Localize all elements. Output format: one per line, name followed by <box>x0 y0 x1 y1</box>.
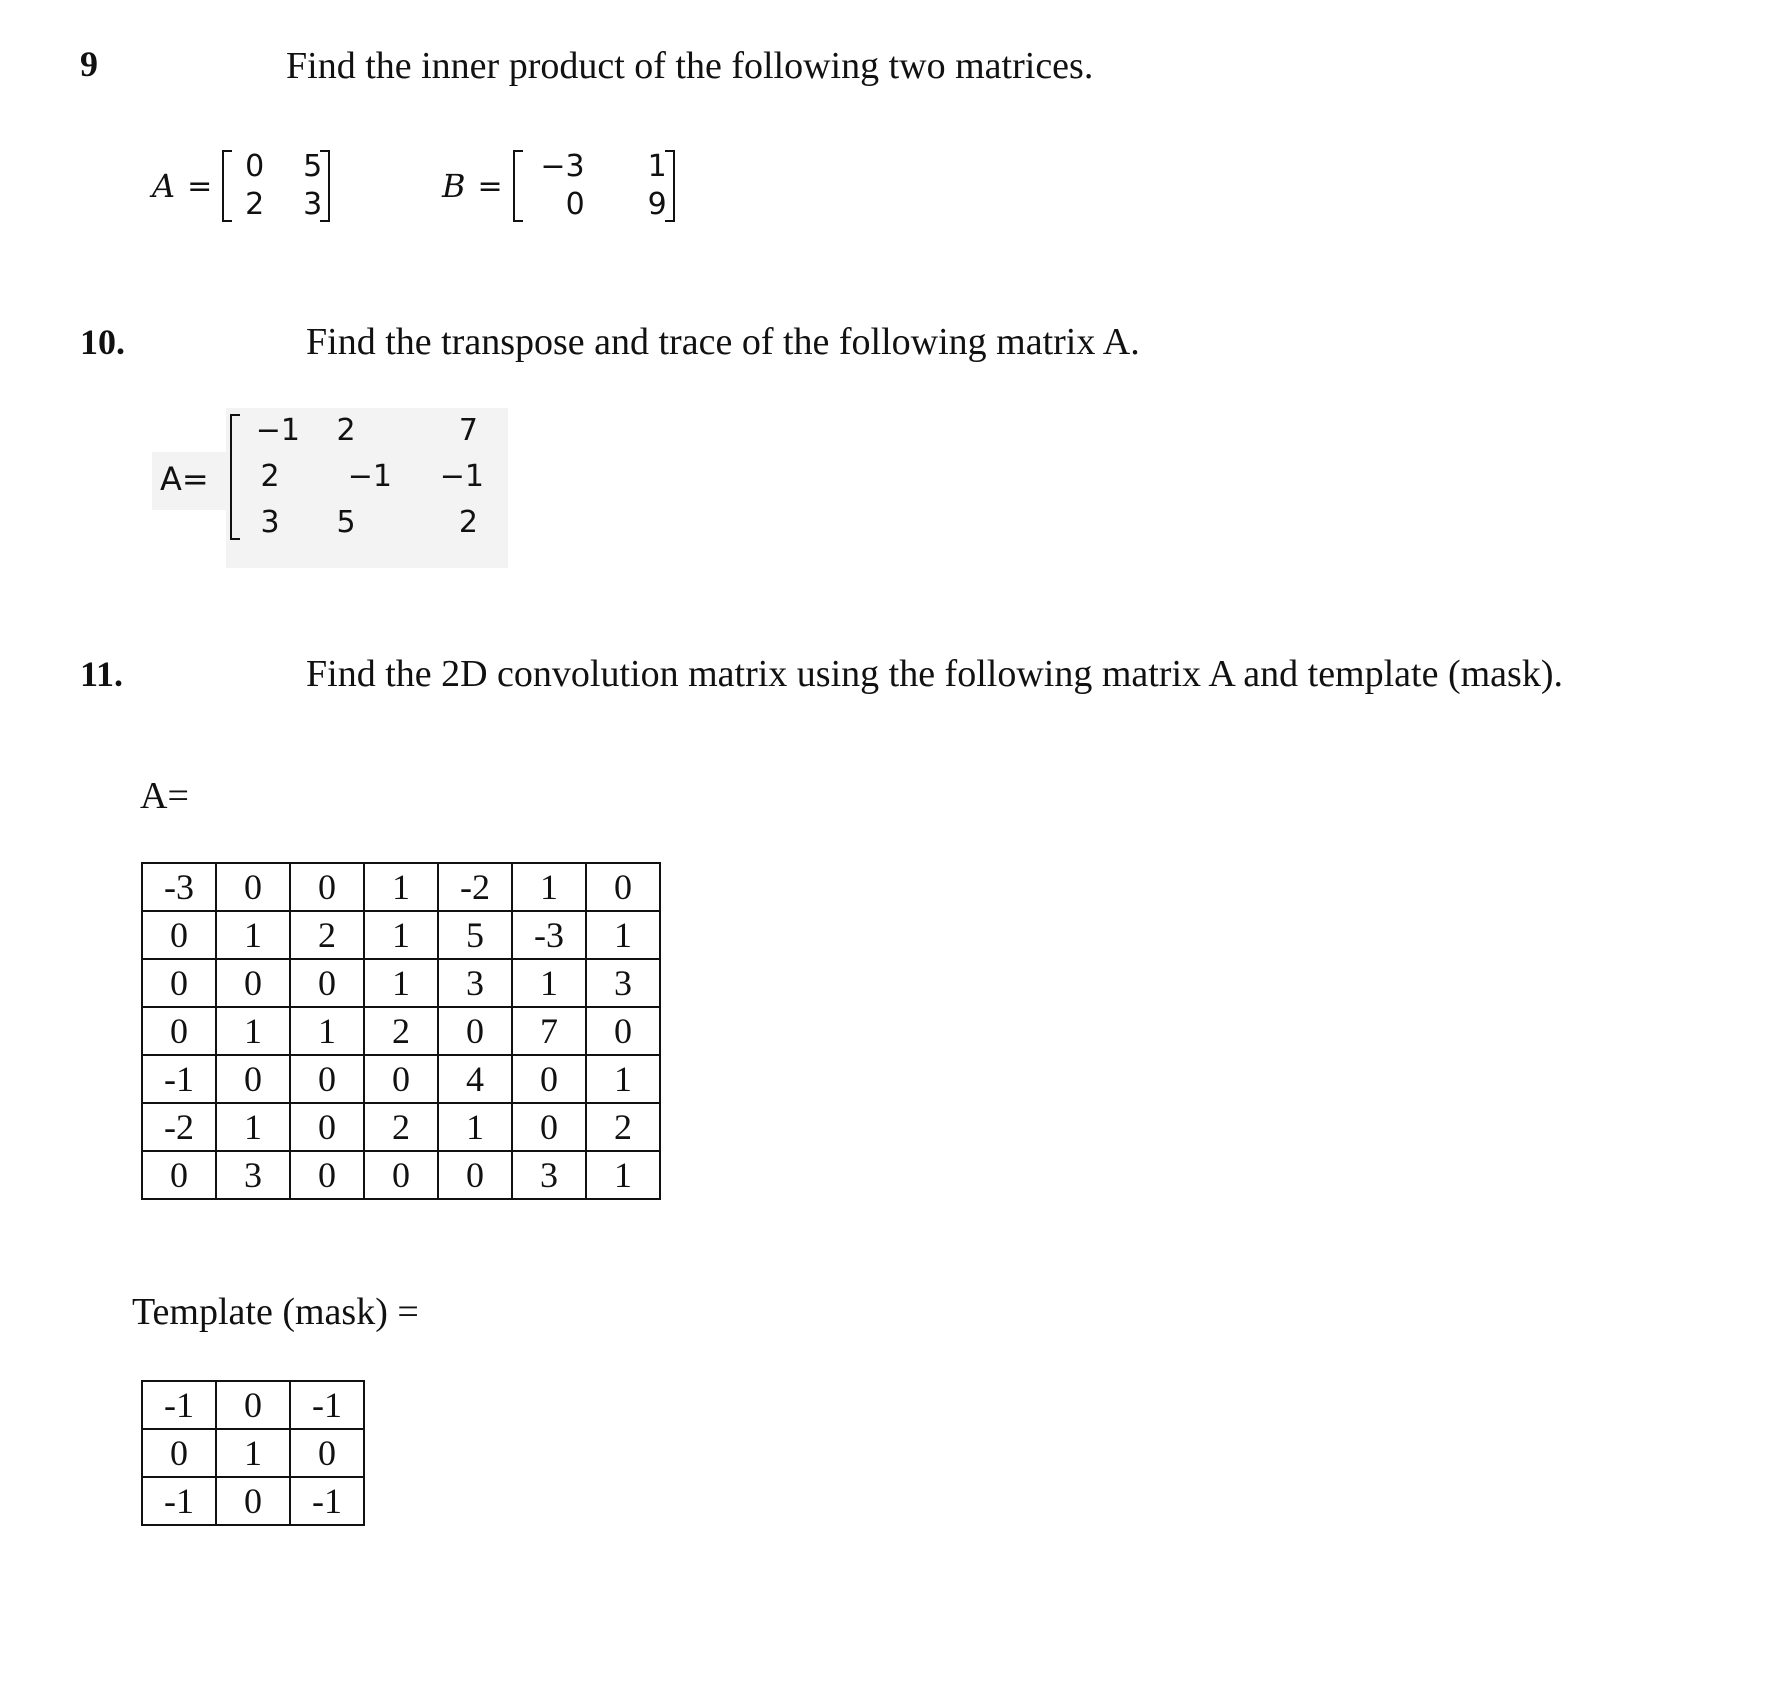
table-cell: -1 <box>142 1477 216 1525</box>
matrix-cell: 2 <box>260 459 280 494</box>
table-cell: 7 <box>512 1007 586 1055</box>
template-label: Template (mask) = <box>132 1291 419 1333</box>
matrix-cell: −3 <box>540 149 585 184</box>
table-cell: -2 <box>142 1103 216 1151</box>
table-cell: -1 <box>290 1477 364 1525</box>
table-cell: 0 <box>216 863 290 911</box>
table-cell: 0 <box>586 863 660 911</box>
q9-text: Find the inner product of the following two matrices. <box>286 45 1094 87</box>
table-cell: 1 <box>512 959 586 1007</box>
table-cell: 0 <box>290 1151 364 1199</box>
q9-number: 9 <box>80 44 98 84</box>
table-cell: 0 <box>142 911 216 959</box>
table-cell: 0 <box>142 1007 216 1055</box>
q11-text: Find the 2D convolution matrix using the following matrix A and template (mask). <box>306 653 1563 695</box>
matrix-cell: 2 <box>458 505 478 540</box>
table-cell: 0 <box>216 1055 290 1103</box>
table-cell: 2 <box>586 1103 660 1151</box>
table-cell: 1 <box>438 1103 512 1151</box>
equals-sign: = <box>187 168 213 204</box>
table-cell: 1 <box>364 863 438 911</box>
table-cell: 0 <box>586 1007 660 1055</box>
q9-matrix-a <box>152 148 328 224</box>
table-cell: 1 <box>216 1007 290 1055</box>
matrix-cell: 5 <box>336 505 356 540</box>
matrix-cell: −1 <box>255 413 300 448</box>
q10-number: 10. <box>80 322 125 362</box>
table-cell: -3 <box>512 911 586 959</box>
table-row <box>142 1055 660 1103</box>
table-cell: 0 <box>290 1055 364 1103</box>
table-cell: 1 <box>364 959 438 1007</box>
table-row <box>142 1007 660 1055</box>
table-cell: 0 <box>512 1055 586 1103</box>
matrix-cell: 3 <box>260 505 280 540</box>
table-cell: 0 <box>142 959 216 1007</box>
matrix-cell: −1 <box>347 459 392 494</box>
equals-sign: = <box>477 168 503 204</box>
matrix-b-label: B <box>442 167 466 205</box>
table-cell: 0 <box>216 1477 290 1525</box>
table-cell: 4 <box>438 1055 512 1103</box>
matrix-cell: 9 <box>647 187 667 222</box>
table-cell: 1 <box>512 863 586 911</box>
table-cell: 0 <box>290 959 364 1007</box>
matrix-a-label: A <box>152 167 176 205</box>
q11-number: 11. <box>80 654 124 694</box>
table-row <box>142 1477 364 1525</box>
q9-matrix-b <box>442 148 673 224</box>
table-cell: -1 <box>290 1381 364 1429</box>
table-row <box>142 1381 364 1429</box>
table-cell: 0 <box>142 1429 216 1477</box>
matrix-cell: 2 <box>336 413 356 448</box>
table-cell: 2 <box>290 911 364 959</box>
table-cell: 3 <box>216 1151 290 1199</box>
table-cell: 0 <box>512 1103 586 1151</box>
table-row <box>142 1151 660 1199</box>
matrix-b-grid <box>515 148 673 224</box>
table-cell: 2 <box>364 1103 438 1151</box>
matrix-cell: 0 <box>245 149 265 184</box>
table-cell: -1 <box>142 1381 216 1429</box>
table-cell: -3 <box>142 863 216 911</box>
table-cell: 1 <box>216 911 290 959</box>
table-cell: 0 <box>290 1429 364 1477</box>
table-cell: 0 <box>216 959 290 1007</box>
table-cell: 0 <box>438 1151 512 1199</box>
table-row <box>142 863 660 911</box>
table-cell: 1 <box>364 911 438 959</box>
table-cell: 0 <box>216 1381 290 1429</box>
table-row <box>142 911 660 959</box>
table-cell: 1 <box>216 1429 290 1477</box>
matrix-cell: 0 <box>565 187 585 222</box>
table-cell: 0 <box>364 1151 438 1199</box>
matrix-cell: 1 <box>647 149 667 184</box>
table-cell: 1 <box>586 911 660 959</box>
table-cell: -1 <box>142 1055 216 1103</box>
table-cell: 0 <box>364 1055 438 1103</box>
table-cell: 5 <box>438 911 512 959</box>
matrix-a-grid <box>224 148 328 224</box>
matrix-cell: −1 <box>439 459 484 494</box>
table-cell: 1 <box>586 1055 660 1103</box>
table-cell: 0 <box>290 1103 364 1151</box>
table-row <box>142 1103 660 1151</box>
matrix-cell: 3 <box>303 187 323 222</box>
table-cell: 0 <box>290 863 364 911</box>
table-cell: 3 <box>586 959 660 1007</box>
table-cell: 1 <box>586 1151 660 1199</box>
table-cell: 1 <box>216 1103 290 1151</box>
matrix-cell: 2 <box>245 187 265 222</box>
q10-text: Find the transpose and trace of the following matrix A. <box>306 321 1140 363</box>
matrix-cell: 5 <box>303 149 323 184</box>
q10-matrix-grid <box>232 412 1766 542</box>
template-table <box>141 1380 365 1526</box>
table-cell: 3 <box>438 959 512 1007</box>
table-cell: 0 <box>438 1007 512 1055</box>
table-row <box>142 1429 364 1477</box>
matrix-cell: 7 <box>458 413 478 448</box>
q10-matrix-label: A= <box>160 460 209 498</box>
table-cell: 3 <box>512 1151 586 1199</box>
table-cell: 0 <box>142 1151 216 1199</box>
q11-matrix-table <box>141 862 661 1200</box>
table-row <box>142 959 660 1007</box>
table-cell: 1 <box>290 1007 364 1055</box>
table-cell: 2 <box>364 1007 438 1055</box>
q11-matrix-label: A= <box>140 775 189 817</box>
table-cell: -2 <box>438 863 512 911</box>
